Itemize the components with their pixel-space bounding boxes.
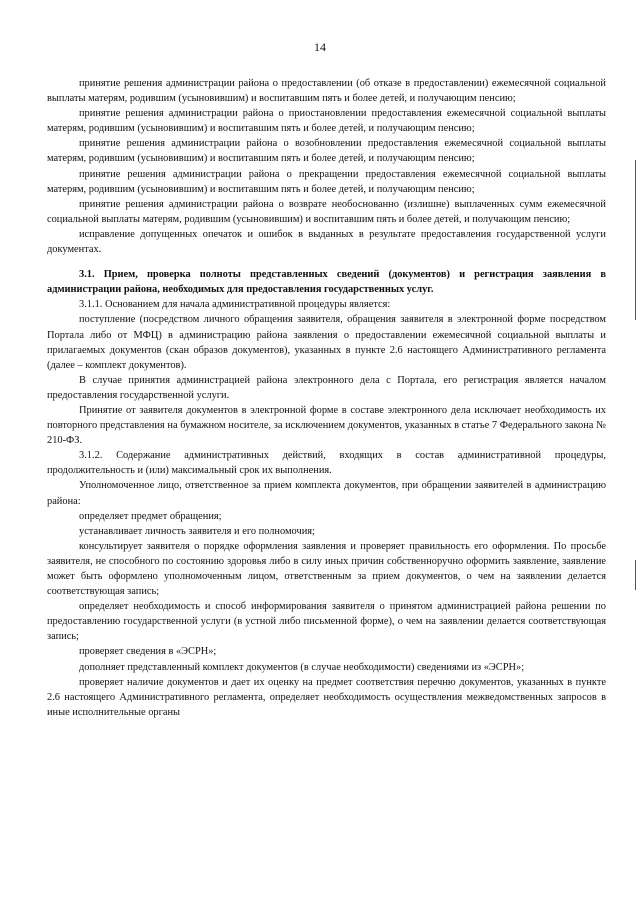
paragraph: исправление допущенных опечаток и ошибок в выданных в результате предоставления государственной услуги документах. [47, 228, 606, 256]
paragraph: 3.1.1. Основанием для начала административной процедуры является: [79, 299, 391, 311]
document-body [47, 76, 606, 720]
paragraph: определяет необходимость и способ информирования заявителя о принятом администрацией района решении по предоставлению государственной услуги (в устной либо письменной форме), о чем на заявлении делается соответствующая запись; [47, 601, 606, 643]
paragraph: поступление (посредством личного обращения заявителя, обращения заявителя в электронной форме посредством Портала либо от МФЦ) в администрацию района заявления о предоставлении ежемесячной социальной выплаты и прилагаемых документов (скан образов документов), указанных в пункте 2.6 настоящего Административного регламента (далее – комплект документов). [47, 314, 606, 371]
paragraph: принятие решения администрации района о прекращении предоставления ежемесячной социальной выплаты матерям, родившим (усыновившим) и воспитавшим пять и более детей, и получающим пенсию; [47, 168, 606, 195]
scan-edge-mark [635, 160, 636, 320]
paragraph: В случае принятия администрацией района электронного дела с Портала, его регистрация является началом предоставления государственной услуги. [47, 374, 606, 401]
paragraph: принятие решения администрации района о возврате необоснованно (излишне) выплаченных сумм ежемесячной социальной выплаты матерям, родившим (усыновившим) и воспитавшим пять и более детей, и получающим пенсию; [47, 198, 606, 225]
paragraph: устанавливает личность заявителя и его полномочия; [79, 525, 315, 537]
paragraph: проверяет сведения в «ЭСРН»; [79, 646, 217, 658]
paragraph: дополняет представленный комплект документов (в случае необходимости) сведениями из «ЭСРН»; [79, 661, 525, 673]
paragraph: принятие решения администрации района о приостановлении предоставления ежемесячной социальной выплаты матерям, родившим (усыновившим) и воспитавшим пять и более детей, и получающим пенсию; [47, 108, 606, 135]
page-number: 14 [314, 40, 326, 54]
scan-edge-mark [635, 560, 636, 590]
paragraph: определяет предмет обращения; [79, 510, 222, 522]
paragraph: Уполномоченное лицо, ответственное за прием комплекта документов, при обращении заявителей в администрацию района: [47, 480, 606, 507]
section-heading: 3.1. Прием, проверка полноты представленных сведений (документов) и регистрация заявления в администрации района, необходимых для предоставления государственных услуг. [47, 269, 606, 296]
paragraph: консультирует заявителя о порядке оформления заявления и проверяет правильность его оформления. По просьбе заявителя, не способного по состоянию здоровья либо в силу иных причин собственноручно оформить заявление, заявление может быть оформлено уполномоченным лицом, ответственным за прием документов, о чем на заявлении делается соответствующая запись; [47, 540, 606, 598]
paragraph: принятие решения администрации района о предоставлении (об отказе в предоставлении) ежемесячной социальной выплаты матерям, родившим (усыновившим) и воспитавшим пять и более детей, и получающим пенсию; [47, 78, 606, 105]
paragraph: принятие решения администрации района о возобновлении предоставления ежемесячной социальной выплаты матерям, родившим (усыновившим) и воспитавшим пять и более детей, и получающим пенсию; [47, 138, 606, 165]
paragraph: проверяет наличие документов и дает их оценку на предмет соответствия перечню документов, указанных в пункте 2.6 настоящего Административного регламента, определяет необходимость осуществления межведомственных запросов в иные исполнительные органы [47, 676, 606, 718]
paragraph: Принятие от заявителя документов в электронной форме в составе электронного дела исключает необходимость их повторного представления на бумажном носителе, за исключением документов, указанных в статье 7 Федерального закона № 210-ФЗ. [47, 404, 606, 447]
paragraph: 3.1.2. Содержание административных действий, входящих в состав административной процедуры, продолжительность и (или) максимальный срок их выполнения. [47, 450, 606, 477]
